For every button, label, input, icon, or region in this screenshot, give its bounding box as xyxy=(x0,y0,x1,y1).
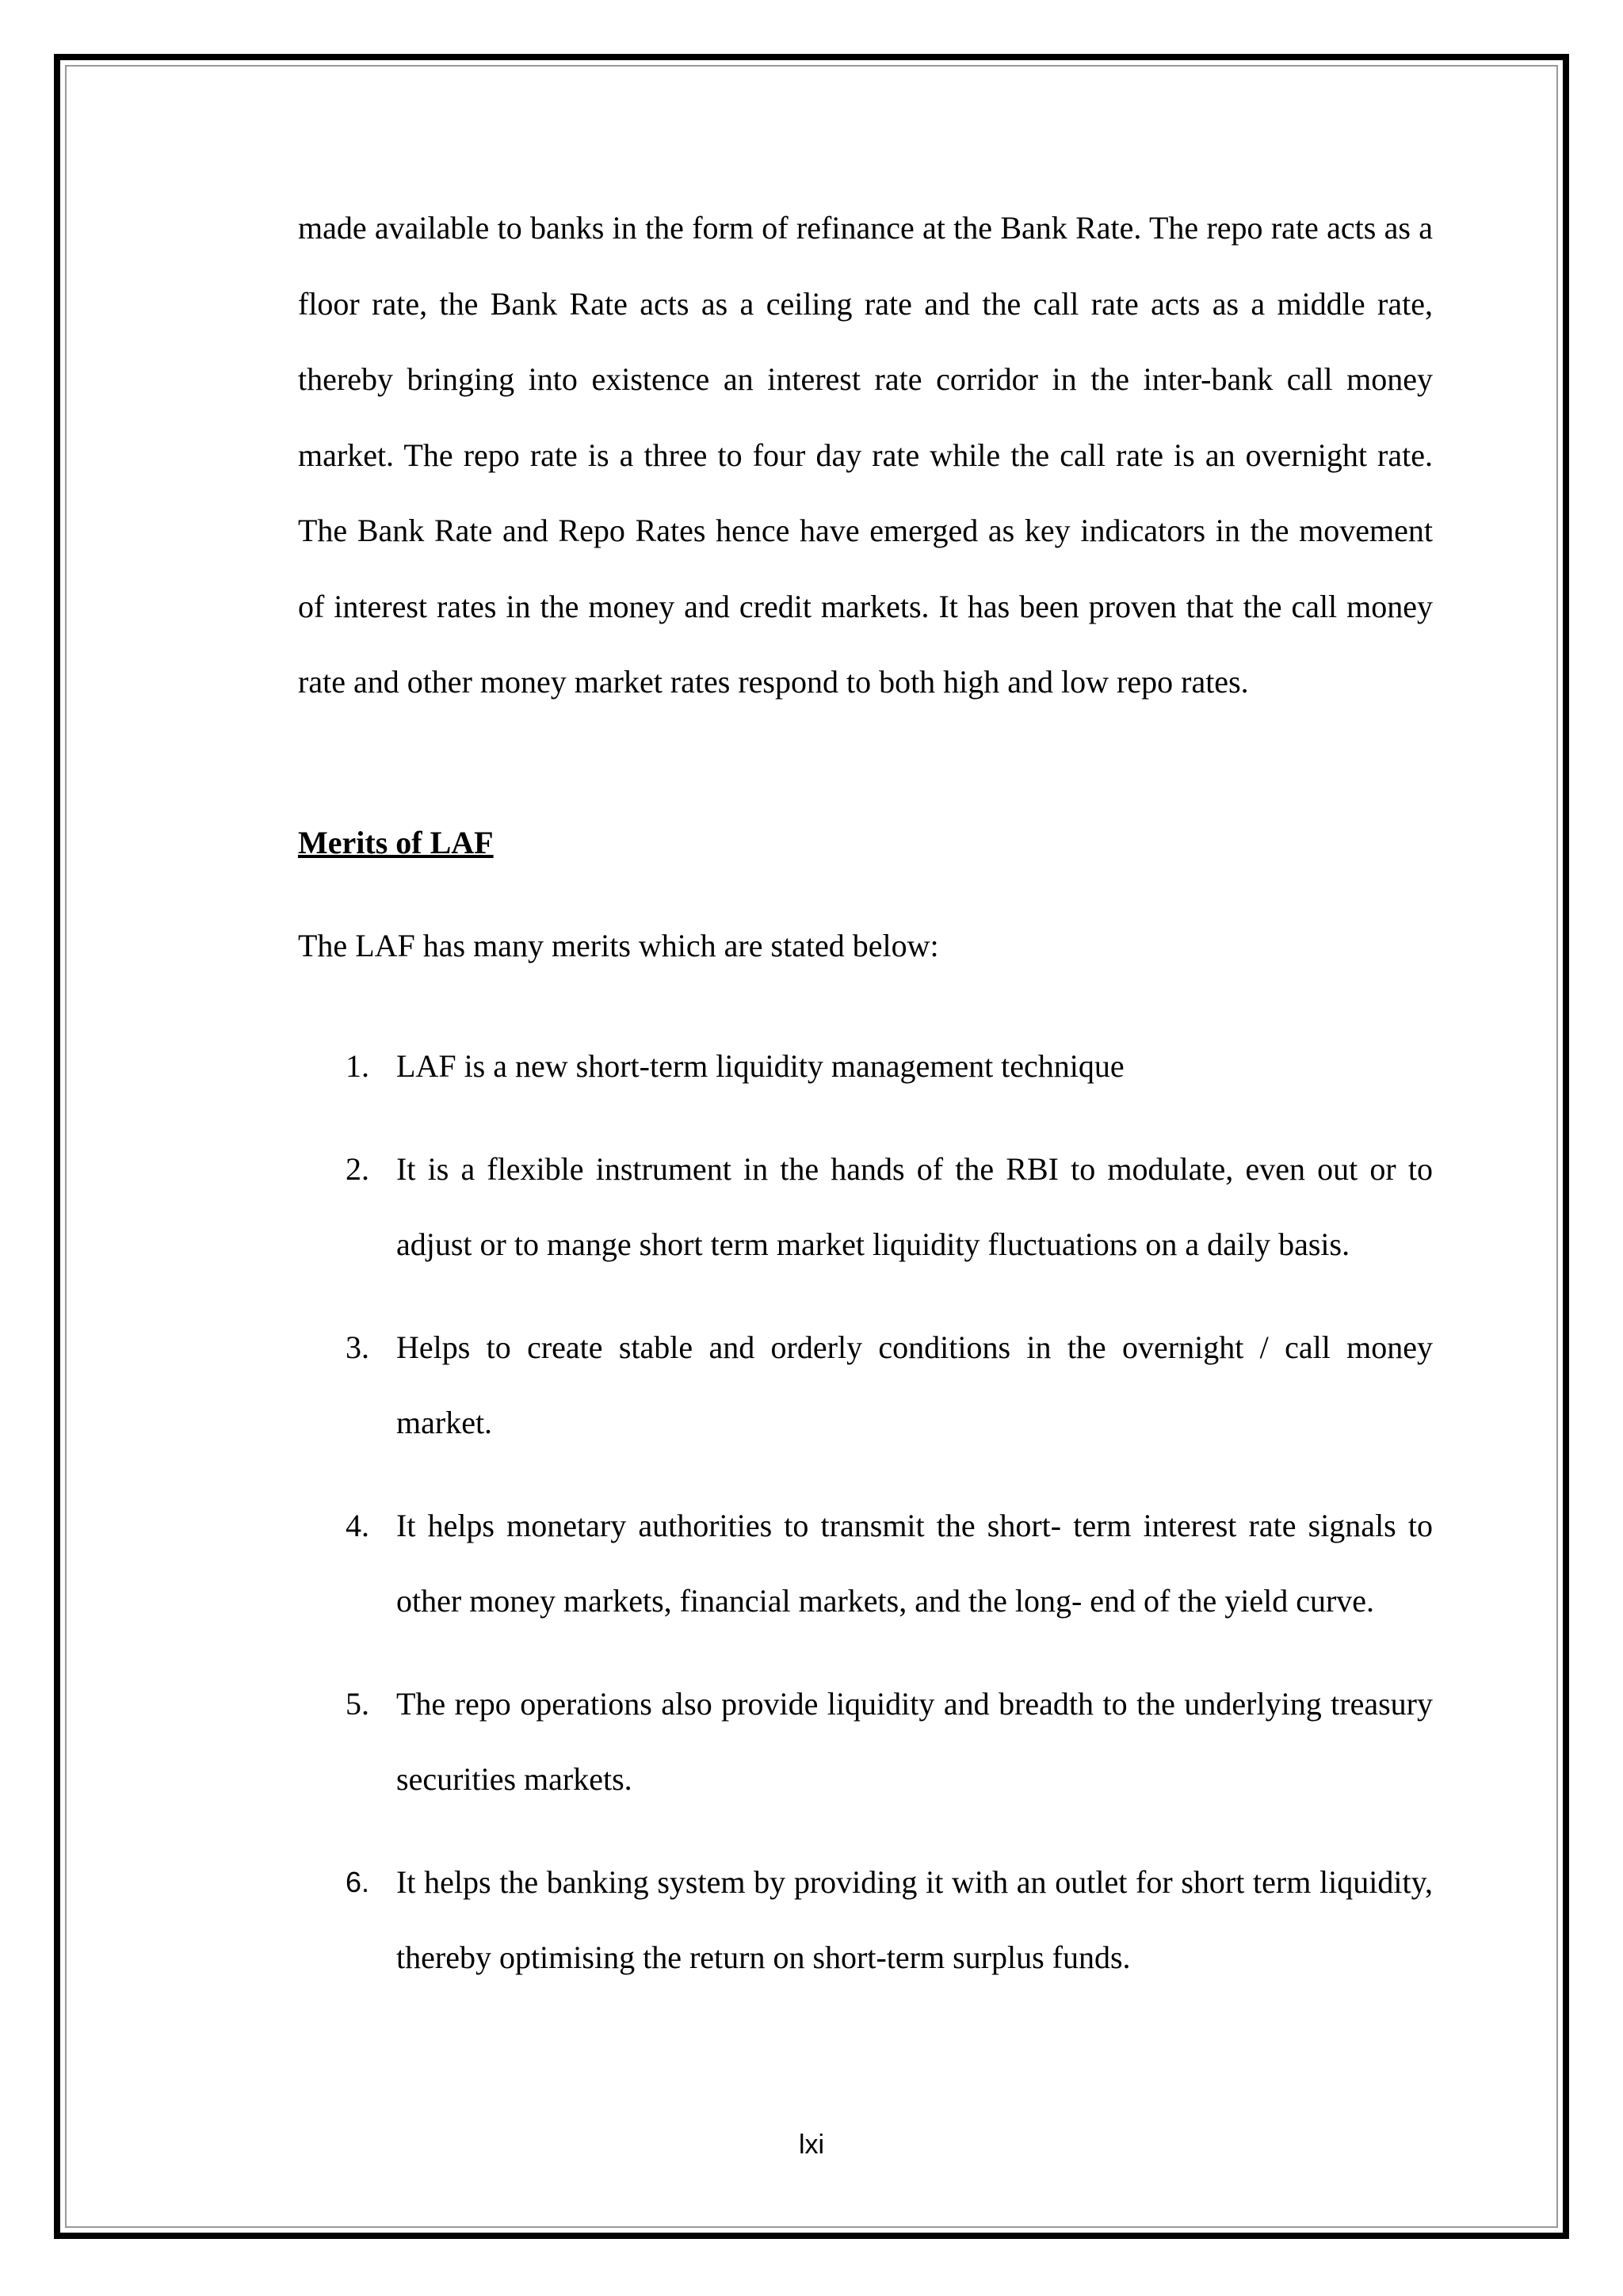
list-item-number: 3. xyxy=(346,1329,369,1365)
list-item xyxy=(298,1310,1433,1461)
list-item xyxy=(298,1844,1433,1996)
list-item xyxy=(298,1028,1433,1104)
list-item-text: It is a flexible instrument in the hands of the RBI to modulate, even out or to adjust or to mange short term market liquidity fluctuations on a daily basis. xyxy=(396,1150,1433,1262)
list-item-text: It helps monetary authorities to transmit the short- term interest rate signals to other money markets, financial markets, and the long- end of the yield curve. xyxy=(396,1507,1433,1619)
list-item-number: 1. xyxy=(346,1048,369,1084)
list-item-text: LAF is a new short-term liquidity management technique xyxy=(396,1048,1125,1084)
list-item xyxy=(298,1666,1433,1817)
list-item xyxy=(298,1488,1433,1639)
list-item xyxy=(298,1131,1433,1283)
intro-text: The LAF has many merits which are stated below: xyxy=(298,928,939,963)
list-item-text: It helps the banking system by providing it with an outlet for short term liquidity, thereby optimising the return on short-term surplus funds. xyxy=(396,1863,1433,1975)
list-item-number: 6. xyxy=(346,1865,370,1898)
list-item-number: 5. xyxy=(346,1685,369,1722)
page-content xyxy=(298,190,1433,1975)
body-paragraph: made available to banks in the form of refinance at the Bank Rate. The repo rate acts as a floor rate, the Bank Rate acts as a ceiling rate and the call rate acts as a middle rate, thereby bringing into existence an interest rate corridor in the inter-bank call money market. The repo rate is a three to four day rate while the call rate is an overnight rate. The Bank Rate and Repo Rates hence have emerged as key indicators in the movement of interest rates in the money and credit markets. It has been proven that the call money rate and other money market rates respond to both high and low repo rates. xyxy=(298,210,1433,700)
list-item-text: Helps to create stable and orderly conditions in the overnight / call money market. xyxy=(396,1329,1433,1440)
section-heading: Merits of LAF xyxy=(298,825,494,860)
merits-list xyxy=(298,1028,1433,2023)
list-item-text: The repo operations also provide liquidity and breadth to the underlying treasury securities markets. xyxy=(396,1685,1433,1797)
list-item-number: 4. xyxy=(346,1507,369,1543)
page-number: lxi xyxy=(798,2130,825,2160)
list-item-number: 2. xyxy=(346,1150,369,1187)
